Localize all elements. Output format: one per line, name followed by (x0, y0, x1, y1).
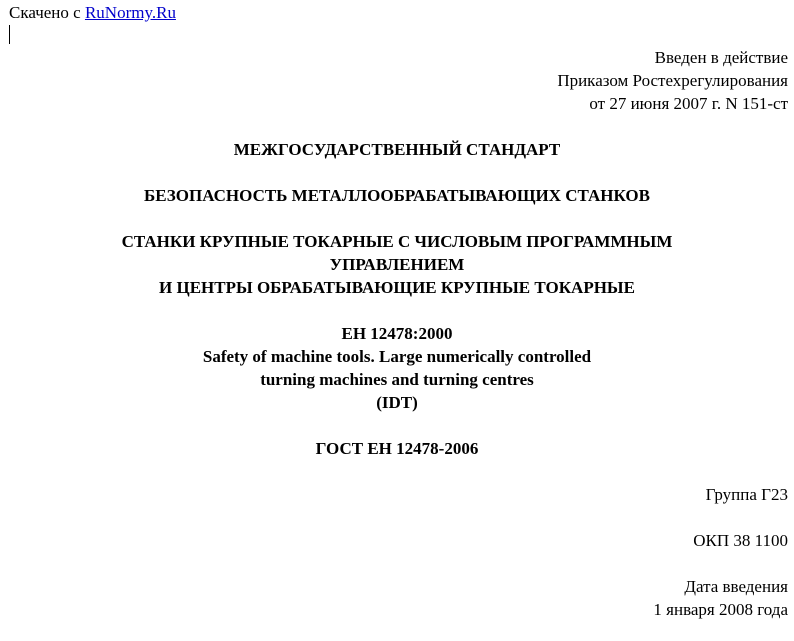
enactment-line-1: Введен в действие (654, 48, 788, 67)
source-link[interactable]: RuNormy.Ru (84, 3, 176, 22)
enactment-line-2: Приказом Ростехрегулирования (557, 71, 788, 90)
standard-name-line-1: СТАНКИ КРУПНЫЕ ТОКАРНЫЕ С ЧИСЛОВЫМ ПРОГРАММНЫМ (121, 232, 673, 251)
gost-code: ГОСТ ЕН 12478-2006 (315, 439, 479, 458)
enactment-block (557, 46, 788, 115)
standard-name-line-2: УПРАВЛЕНИЕМ (329, 255, 465, 274)
group-label (706, 483, 788, 506)
standard-name-line-3: И ЦЕНТРЫ ОБРАБАТЫВАЮЩИЕ КРУПНЫЕ ТОКАРНЫЕ (159, 278, 635, 297)
en-title-line-1: Safety of machine tools. Large numerically controlled (202, 347, 592, 366)
group-value: Группа Г23 (705, 485, 788, 504)
enactment-line-3: от 27 июня 2007 г. N 151-ст (589, 94, 788, 113)
okp-value: ОКП 38 1100 (693, 531, 788, 550)
series-heading: БЕЗОПАСНОСТЬ МЕТАЛЛООБРАБАТЫВАЮЩИХ СТАНКОВ (144, 186, 650, 205)
en-title-line-2: turning machines and turning centres (260, 370, 534, 389)
okp-label (693, 529, 788, 552)
source-line (9, 1, 176, 24)
introduction-date: 1 января 2008 года (653, 600, 788, 619)
introduction-label: Дата введения (684, 577, 788, 596)
text-cursor (9, 25, 10, 44)
standard-type-heading: МЕЖГОСУДАРСТВЕННЫЙ СТАНДАРТ (233, 140, 561, 159)
introduction-block (653, 575, 788, 621)
en-code: ЕН 12478:2000 (341, 324, 453, 343)
source-prefix: Скачено с (9, 3, 85, 22)
en-title-line-3: (IDT) (376, 393, 418, 412)
